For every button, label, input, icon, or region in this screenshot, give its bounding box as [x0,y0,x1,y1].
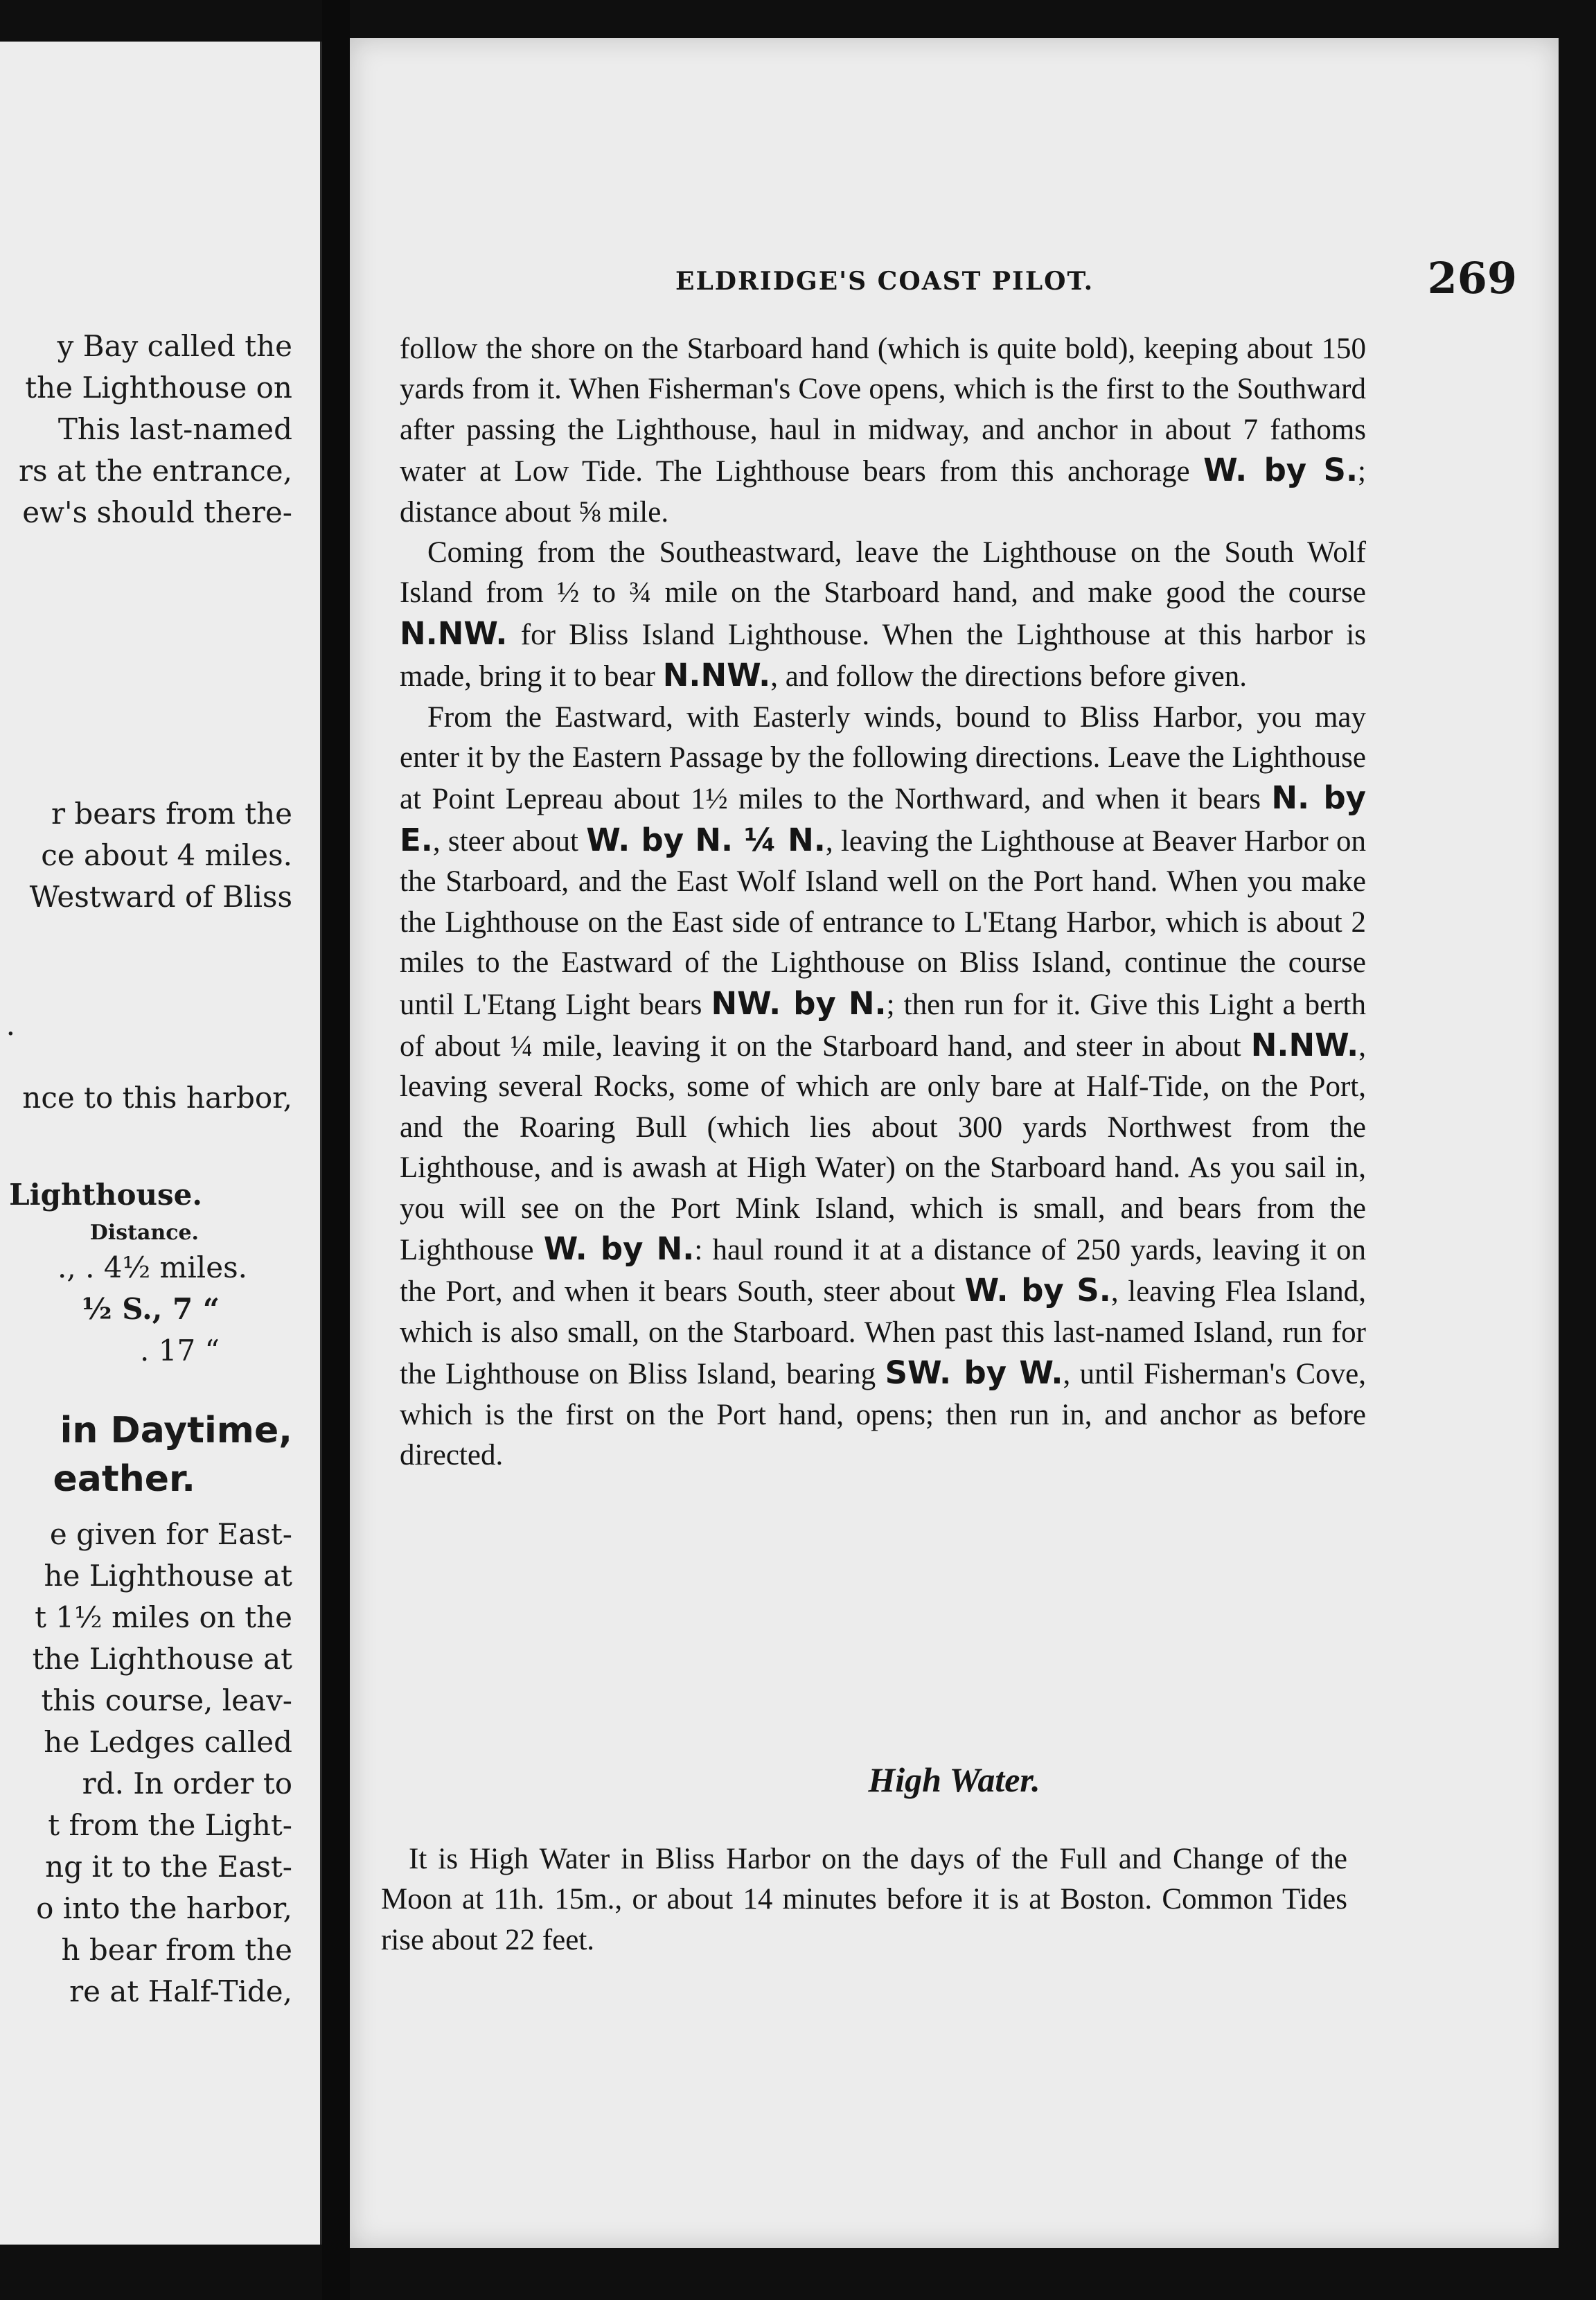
left-page-table-heading: Lighthouse. [9,1178,202,1212]
text-run: ; then run for it. Give this Light a berth of about ¼ mile, leaving it on the Starboard hand, and steer in about [400,988,1367,1063]
left-page-line: y Bay called the [57,329,292,363]
left-page-line: he Lighthouse at [44,1559,292,1593]
left-page-line: r bears from the [51,797,292,831]
text-run: ; distance about ⅝ mile. [400,455,1366,529]
left-page-section-heading: in Daytime, [60,1410,292,1451]
left-page-section-heading: eather. [53,1458,195,1500]
paragraph [400,698,1366,1476]
paragraph [400,533,1366,698]
tide-text [381,1839,1347,1961]
running-head: ELDRIDGE'S COAST PILOT. [675,267,1094,296]
left-page-line: t 1½ miles on the [35,1600,292,1634]
compass-bearing: SW. by W. [885,1354,1063,1392]
text-run: , leaving Flea Island, which is also small, on the Starboard. When past this last-named Island, run for the Lighthouse on Bliss Island, bearing [400,1275,1366,1391]
compass-bearing: W. by S. [964,1272,1111,1309]
text-run: , leaving several Rocks, some of which are only bare at Half-Tide, on the Port, and the Roaring Bull (which lies about 300 yards Northwest from the Lighthouse, and is awash at High Water) on the Starboard hand. As you sail in, you will see on the Port Mink Island, which is small, and bears from the Lighthouse [400,1029,1366,1266]
left-page-table-column-header: Distance. [89,1221,199,1245]
text-run: , steer about [432,824,587,858]
left-page-line: rd. In order to [82,1767,292,1801]
left-page-line: ng it to the East- [45,1850,292,1884]
left-page-table-row: ., . 4½ miles. [57,1250,247,1284]
left-page-line: rs at the entrance, [18,454,292,488]
left-page-line: nce to this harbor, [22,1081,292,1115]
left-page-line: o into the harbor, [36,1891,292,1925]
body-text [400,329,1366,1476]
left-page-table-row: ½ S., 7 “ [81,1292,220,1326]
text-run: , leaving the Lighthouse at Beaver Harbor on the Starboard, and the East Wolf Island well on the Port hand. When you make the Lighthouse on the East side of entrance to L'Etang Harbor, which is about 2 miles to the Eastward of the Lighthouse on Bliss Island, continue the course until L'Etang Light bears [400,824,1366,1021]
left-page-line: the Lighthouse on [25,371,292,405]
left-page-line: This last-named [57,412,292,446]
section-heading: High Water. [868,1760,1040,1799]
compass-bearing: NW. by N. [711,984,887,1022]
compass-bearing: N.NW. [1250,1026,1359,1063]
text-run: : haul round it at a distance of 250 yards, leaving it on the Port, and when it bears South, steer about [400,1233,1366,1309]
text-run: , until Fisherman's Cove, which is the first on the Port hand, opens; then run in, and anchor as before directed. [400,1358,1366,1471]
left-page-line: this course, leav- [41,1683,292,1717]
book-gutter [322,0,350,2300]
compass-bearing: N.NW. [400,614,508,652]
compass-bearing: W. by N. ¼ N. [586,821,826,858]
compass-bearing: W. by N. [543,1230,695,1267]
left-page-line: he Ledges called [44,1725,292,1759]
left-page-line: . [6,1008,15,1042]
paragraph [400,329,1366,533]
left-page-line: t from the Light- [48,1808,292,1842]
left-page-line: re at Half-Tide, [69,1974,292,2008]
compass-bearing: N. by E. [400,779,1366,858]
text-run: Coming from the Southeastward, leave the Lighthouse on the South Wolf Island from ½ to ¾ mile on the Starboard hand, and make good the course [400,536,1366,610]
compass-bearing: W. by S. [1203,452,1358,489]
text-run: follow the shore on the Starboard hand (which is quite bold), keeping about 150 yards from it. When Fisherman's Cove opens, which is the first to the Southward after passing the Lighthouse, haul in midway, and anchor in about 7 fathoms water at Low Tide. The Lighthouse bears from this anchorage [400,333,1366,488]
page-number: 269 [1427,253,1517,303]
left-page-line: Westward of Bliss [29,880,292,914]
right-page [350,38,1559,2248]
left-page-line: ew's should there- [22,495,292,529]
left-page-line: h bear from the [61,1933,292,1967]
compass-bearing: N.NW. [662,657,771,694]
left-page-fragment [0,42,322,2245]
paragraph: It is High Water in Bliss Harbor on the days of the Full and Change of the Moon at 11h. 15m., or about 14 minutes before it is at Boston. Common Tides rise about 22 feet. [381,1843,1347,1956]
left-page-table-row: . 17 “ [140,1334,220,1368]
text-run: , and follow the directions before given. [770,660,1247,693]
left-page-line: e given for East- [49,1517,292,1551]
text-run: for Bliss Island Lighthouse. When the Lighthouse at this harbor is made, bring it to bear [400,618,1366,693]
left-page-line: the Lighthouse at [32,1642,292,1676]
left-page-line: ce about 4 miles. [41,838,292,872]
text-run: From the Eastward, with Easterly winds, bound to Bliss Harbor, you may enter it by the Eastern Passage by the following directions. Leave the Lighthouse at Point Lepreau about 1½ miles to the Northward, and when it bears [400,700,1366,816]
